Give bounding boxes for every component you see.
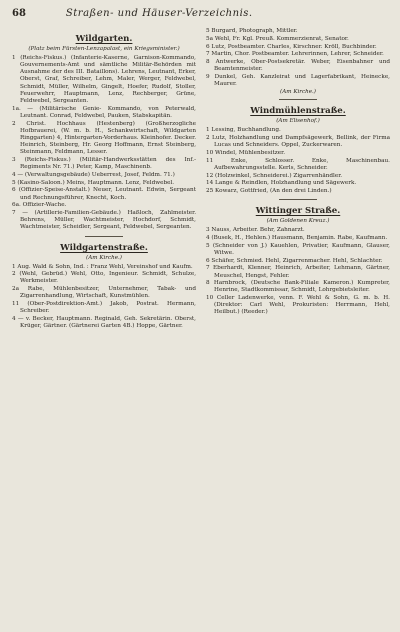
address-entry: 7 Martin, Chor. Postbeamter. Lehrerinnen, Lehrer, Schneider.: [206, 51, 384, 58]
address-entry: 6 Schäfer, Schmied. Hehl, Zigarrenmacher. Hehl, Schlachter.: [206, 257, 383, 264]
address-entry: 5 (Schneider von J.) Kauehlen, Privatier, Kaufmann, Glauser, Witwe.: [206, 242, 390, 256]
address-entry: 6 Lutz, Postbeamter. Charles, Kirschner. Kröll, Buchbinder.: [206, 43, 377, 50]
address-entry: 9 Dunkel, Geh. Kanzleirat und Lagerfabrikant, Heinecke, Maurer.: [206, 73, 390, 88]
address-entry: 10 Windel, Mühlenbesitzer.: [206, 149, 286, 156]
address-entry: 4 — (Verwaltungsgebäude) Ueberrest, Josef, Feldm. 71.): [12, 171, 175, 178]
address-entry: 1 Lessing, Buchhandlung.: [206, 127, 281, 134]
street-note: (Am Goldenen Kreuz.): [266, 218, 330, 225]
address-entry: 1 Aug. Wald & Sohn, Ind. : Franz Wehl, Vereinshof und Kaufm.: [12, 263, 193, 270]
street-note: (Am Elisenhof.): [276, 118, 320, 125]
columns: [12, 28, 390, 331]
address-entry: 6a. Offizier-Wache.: [12, 202, 67, 209]
street-note: (Am Kirche.): [86, 254, 122, 261]
address-entry: 11 (Ober-Postdirektion-Amt.) Jakob, Postrat. Hermann, Schreiber.: [12, 301, 196, 315]
address-entry: 8 Antwerke, Ober-Postsekretär. Weber, Eisenbahner und Beamtenmeister.: [206, 59, 390, 73]
street-note: (Am Kirche.): [280, 89, 316, 96]
address-entry: 6 (Offizier-Speise-Anstalt.) Neuer, Leutnant. Edwin, Sergeant und Rechnungsführer, Knecht, Koch.: [12, 187, 196, 201]
section-divider: [279, 199, 317, 200]
address-entry: 4 (Busek, H., Hehlen.) Hausmann, Benjamin. Rabe, Kaufmann.: [206, 234, 388, 241]
street-heading: Windmühlenstraße.: [250, 106, 346, 117]
left-column: [12, 28, 196, 331]
address-entry: 25 Kowarz, Gottfried, (An den drei Linden.): [206, 188, 332, 195]
address-entry: 1 (Reichs-Fiskus.) (Infanterie-Kaserne, Garnison-Kommando, Gouvernements-Amt und sämtliche Militär-Behörden mit Ausnahme der des III. Bataillons). Lehrens, Leutnant, Erker, Oberst, Graf, Schreiber, Lehm, Maler, Werger, Feldwebel, Schmidt, Müller, Wilhelm, Gingelt, Hoefer, Rudolf, Stoller, Feuerwehrr, Hauptmann, Lenz, Rechberger, Grüne, Feldwebel, Sergeanten.: [12, 55, 196, 104]
address-entry: 5 Burgard, Photograph, Mittler.: [206, 28, 298, 34]
address-entry: 10 Celler Ladenwerke, venn. F. Wehl & Sohn, G. m. b. H. (Direktor: Carl Wehl, Prokuristen: Herrmann, Hehl, Heilbut.) (Reeder.): [206, 295, 390, 316]
address-entry: 3 (Reichs-Fiskus.) (Militär-Handwerksstätten des Inf.-Regiments Nr. 71.) Peter, Kamp, Maschinenb.: [12, 156, 196, 171]
address-entry: 4 — v. Becker, Hauptmann. Reginald, Geh. Sekretärin. Oberst, Krüger, Gärtner. (Gärtnerei Garten 4B.) Hoppe, Gärtner.: [12, 315, 196, 330]
address-entry: 5 (Kasino-Saloon.) Meins, Hauptmann. Lenz, Feldwebel.: [12, 179, 175, 186]
running-title: Straßen- und Häuser-Verzeichnis.: [65, 8, 253, 19]
running-head: [12, 8, 390, 26]
address-entry: 7 Eberhardt, Klenner, Heinrich, Arbeiter, Lehmann, Gärtner, Meuschel, Hengst, Fehler.: [206, 265, 390, 279]
address-entry: 2 Lutz, Holzhandlung und Dampfsägewerk, Bellink, der Firma Lucas und Schneiders. Oppel, Zuckerwaren.: [206, 134, 390, 149]
address-entry: 2 (Wehl, Gebrüd.) Wehl, Otto, Ingenieur. Schmidt, Schulze, Werkmeister.: [12, 271, 196, 285]
address-entry: 11 Enke, Schlosser. Enke, Maschinenbau. Aufbewahrungsstelle. Kerls, Schneider.: [206, 157, 390, 171]
street-heading: Wildgartenstraße.: [60, 242, 148, 253]
address-entry: 2a Rabe, Mühlenbesitzer, Unternehmer, Tabak- und Zigarrenhandlung, Wirtschaft, Kunstmühlen.: [12, 286, 196, 300]
page-number: 68: [12, 8, 26, 19]
street-heading: Wittinger Straße.: [255, 206, 341, 217]
section-divider: [279, 99, 317, 100]
address-entry: 1a. — (Militärische Genie- Kommando, von Peterwald, Leutnant. Conrad, Feldwebel, Pauken, Stabskapitän.: [12, 105, 196, 119]
address-entry: 12 (Holzwinkel, Schneiderei.) Zigarrenhändler.: [206, 172, 343, 179]
street-heading: Wildgarten.: [75, 34, 133, 44]
address-entry: 8 Harnbrock, (Deutsche Bank-Filiale Kameron.) Kumpreter, Henrine, Stadtkommissar, Schmidt, Lohrgebietsleiter.: [206, 280, 390, 294]
address-entry: 3 Nauss, Arbeiter. Behr, Zahnarzt.: [206, 227, 305, 234]
address-entry: 7 — (Artillerie-Familien-Gebäude.) Haßloch, Zahlmeister. Behrens, Müller, Wachtmeister, Hochdorf, Schmidt, Wachtmeister, Scheidler, Sergeant, Feldwebel, Sergeanten.: [12, 210, 196, 231]
section-divider: [85, 236, 123, 237]
address-entry: 2 Christ. Hochhaus (Hestenberg) (Großherzogliche Hofbrauerei, (W. m. b. H., Schankwirtschaft, Wildgarten Ringgarten) 4, Hintergarten-Vorderhaus. Kleinhofer. Decker. Heinrich, Steinberg, Hr. Georg Hoffmann, Ernst Steinberg, Steinmann, Feldmann, Lesser.: [12, 120, 196, 156]
right-column: [206, 28, 390, 331]
street-note: (Platz beim Fürsten-Lenzapalast, ein Kriegsminister.): [28, 46, 180, 52]
address-entry: 14 Lange & Reindlen, Holzhandlung und Sägewerk.: [206, 180, 357, 187]
address-entry: 5a Wehl, Fr. Kgl. Preuß. Kommerzienrat, Senator.: [206, 35, 349, 42]
